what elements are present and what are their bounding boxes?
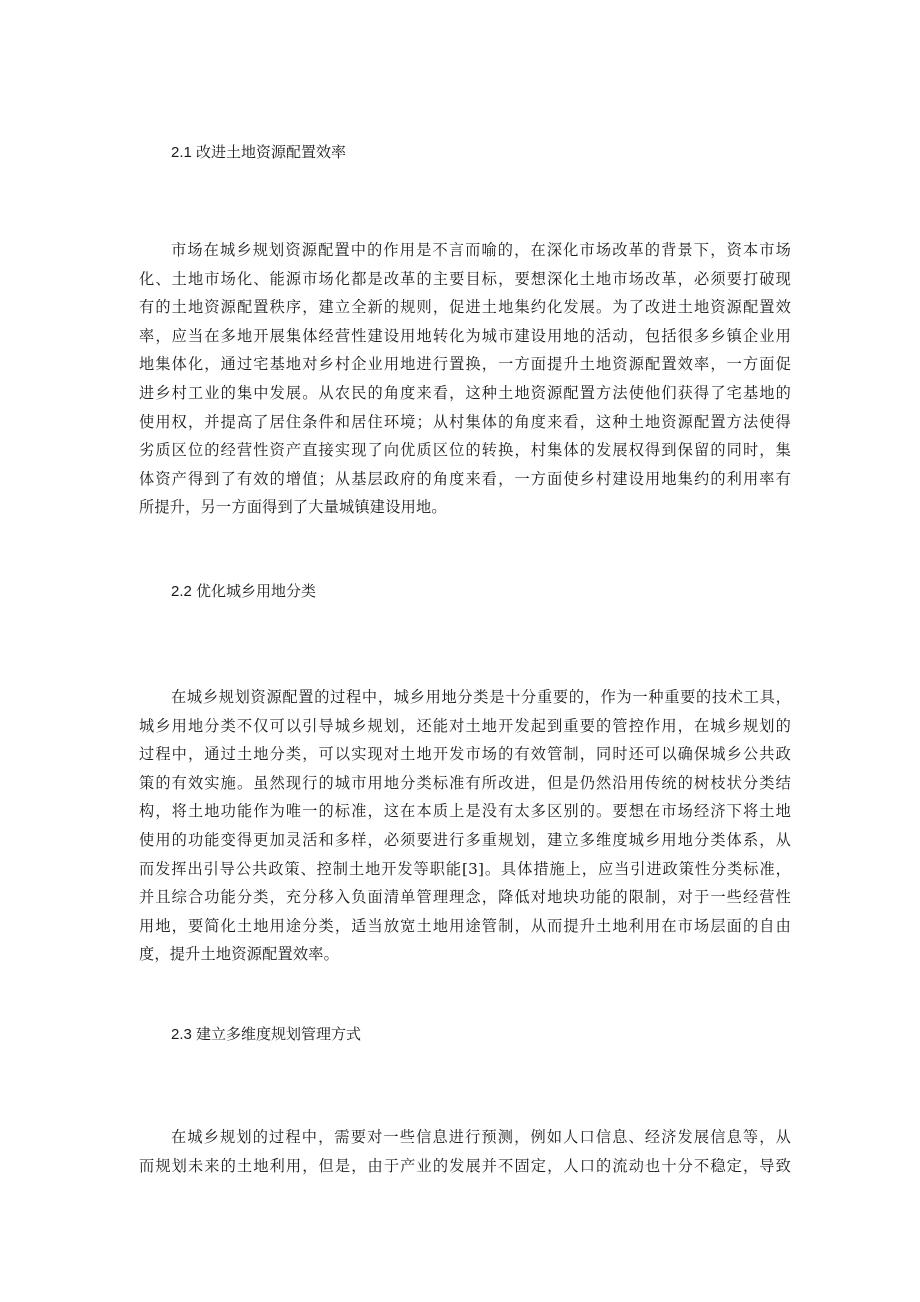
paragraph-line: 城乡用地分类不仅可以引导城乡规划，还能对土地开发起到重要的管控作用，在城乡规划的	[139, 716, 791, 735]
paragraph-line: 有的土地资源配置秩序，建立全新的规则，促进土地集约化发展。为了改进土地资源配置效	[139, 298, 791, 317]
paragraph-line: 而发挥出引导公共政策、控制土地开发等职能[3]。具体措施上，应当引进政策性分类标准，	[139, 859, 791, 878]
paragraph-line: 度，提升土地资源配置效率。	[139, 945, 340, 964]
paragraph-line: 在城乡规划的过程中，需要对一些信息进行预测，例如人口信息、经济发展信息等，从	[171, 1128, 791, 1146]
paragraph-line: 过程中，通过土地分类，可以实现对土地开发市场的有效管制，同时还可以确保城乡公共政	[139, 745, 791, 764]
paragraph-line: 用地，要简化土地用途分类，适当放宽土地用途管制，从而提升土地利用在市场层面的自由	[139, 916, 791, 935]
paragraph-line: 使用的功能变得更加灵活和多样，必须要进行多重规划，建立多维度城乡用地分类体系，从	[139, 830, 791, 849]
paragraph-line: 所提升，另一方面得到了大量城镇建设用地。	[139, 498, 447, 517]
paragraph-line: 进乡村工业的集中发展。从农民的角度来看，这种土地资源配置方法使他们获得了宅基地的	[139, 383, 791, 402]
paragraph-line: 化、土地市场化、能源市场化都是改革的主要目标，要想深化土地市场改革，必须要打破现	[139, 269, 791, 288]
section-heading-2-2: 2.2 优化城乡用地分类	[171, 583, 317, 600]
paragraph-2-3	[139, 1123, 791, 1180]
paragraph-line: 劣质区位的经营性资产直接实现了向优质区位的转换，村集体的发展权得到保留的同时，集	[139, 441, 791, 460]
paragraph-2-1	[139, 236, 791, 522]
paragraph-2-2	[139, 683, 791, 969]
paragraph-line: 策的有效实施。虽然现行的城市用地分类标准有所改进，但是仍然沿用传统的树枝状分类结	[139, 773, 791, 792]
paragraph-line: 率，应当在多地开展集体经营性建设用地转化为城市建设用地的活动，包括很多乡镇企业用	[139, 326, 791, 345]
paragraph-line: 体资产得到了有效的增值；从基层政府的角度来看，一方面使乡村建设用地集约的利用率有	[139, 469, 791, 488]
section-heading-2-3: 2.3 建立多维度规划管理方式	[171, 1026, 362, 1043]
paragraph-line: 市场在城乡规划资源配置中的作用是不言而喻的，在深化市场改革的背景下，资本市场	[171, 241, 791, 259]
paragraph-line: 使用权，并提高了居住条件和居住环境；从村集体的角度来看，这种土地资源配置方法使得	[139, 412, 791, 431]
paragraph-line: 构，将土地功能作为唯一的标准，这在本质上是没有太多区别的。要想在市场经济下将土地	[139, 802, 791, 821]
section-heading-2-1: 2.1 改进土地资源配置效率	[171, 144, 347, 161]
paragraph-line: 在城乡规划资源配置的过程中，城乡用地分类是十分重要的，作为一种重要的技术工具，	[171, 688, 791, 706]
paragraph-line: 地集体化，通过宅基地对乡村企业用地进行置换，一方面提升土地资源配置效率，一方面促	[139, 355, 791, 374]
paragraph-line: 而规划未来的土地利用，但是，由于产业的发展并不固定，人口的流动也十分不稳定，导致	[139, 1156, 791, 1175]
paragraph-line: 并且综合功能分类，充分移入负面清单管理理念，降低对地块功能的限制，对于一些经营性	[139, 888, 791, 907]
